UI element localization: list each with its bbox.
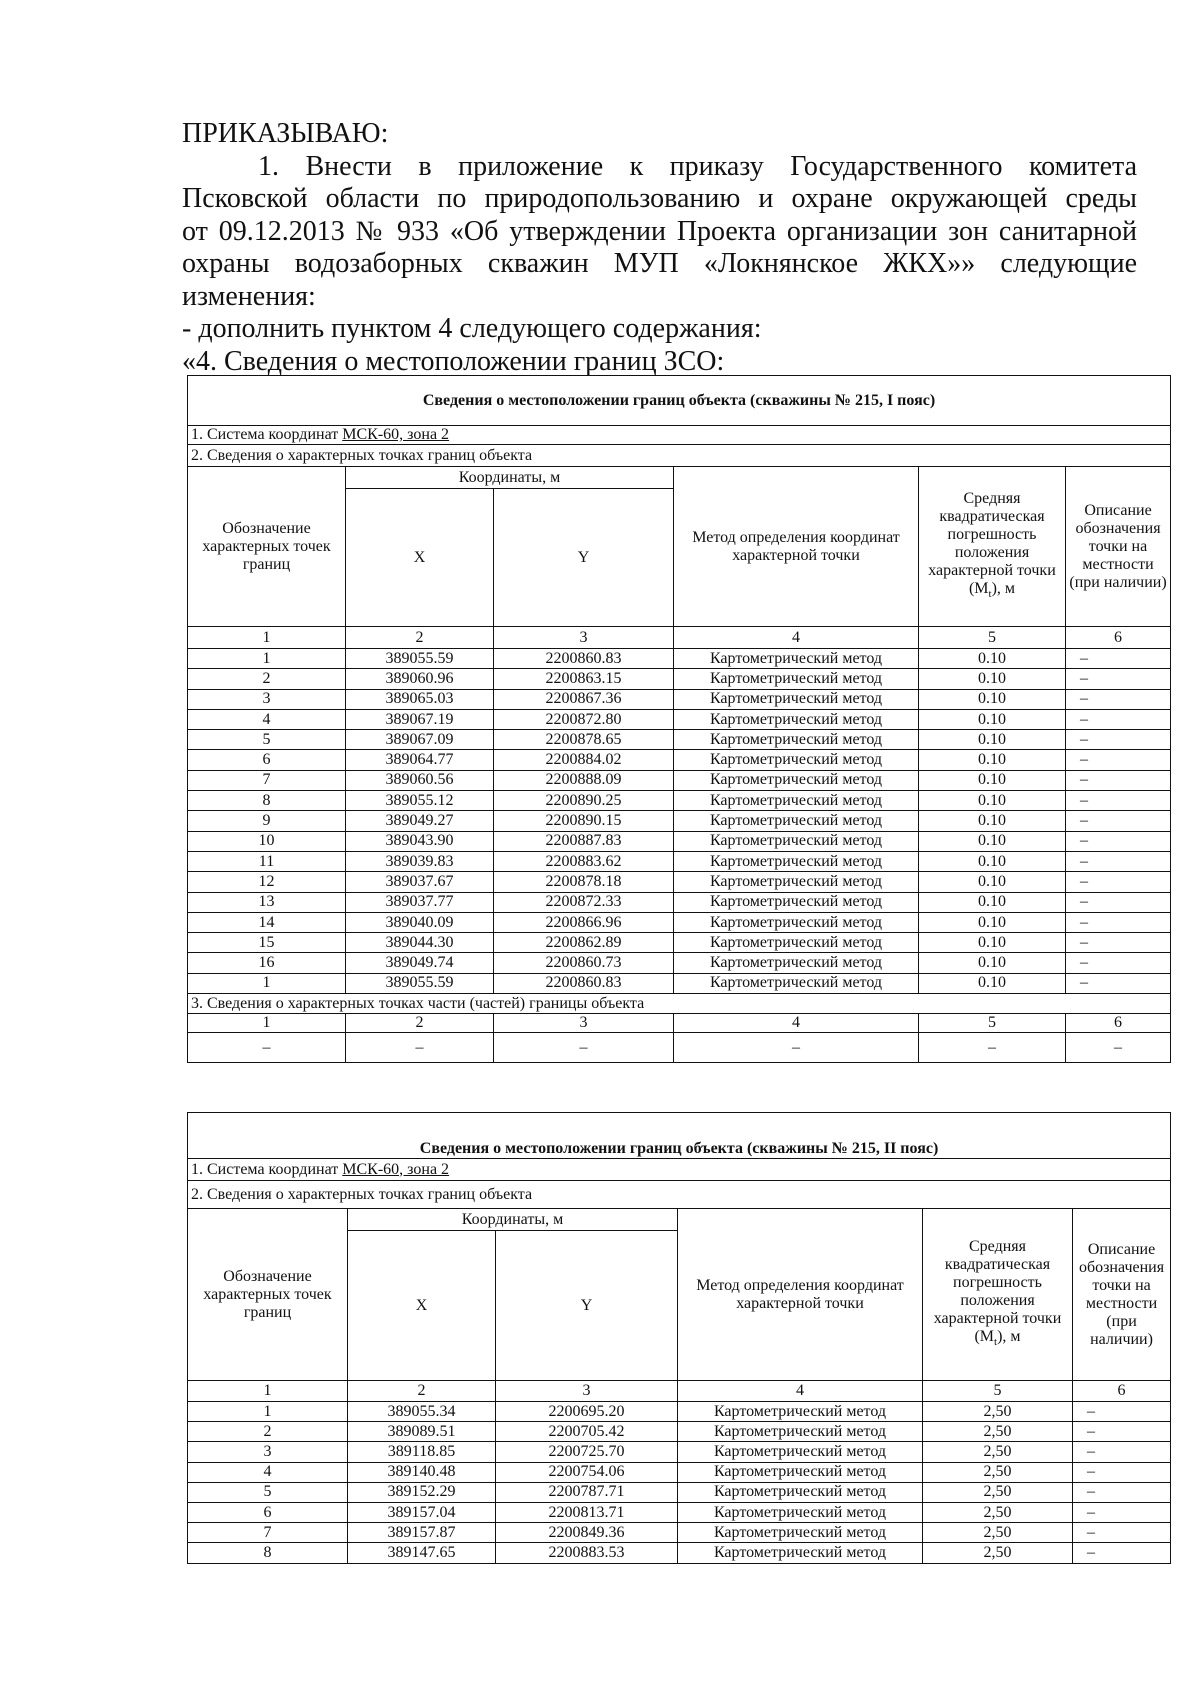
cell-x-coordinate: 389055.59 [346,973,494,993]
cell-error: 2,50 [923,1502,1073,1522]
cell-error: 0.10 [919,709,1066,729]
cell-point-number: 4 [188,709,346,729]
cell-x-coordinate: 389152.29 [348,1482,496,1502]
cell-error: 0.10 [919,730,1066,750]
item1-line-5: изменения: [182,280,316,312]
cell-error: 0.10 [919,872,1066,892]
cell-y-coordinate: 2200883.62 [494,851,674,871]
cell-method: Картометрический метод [678,1442,923,1462]
order-heading: ПРИКАЗЫВАЮ: [182,118,389,149]
cell-description: – [1066,791,1171,811]
table1-colnum: 1 [188,627,346,649]
item1-line-4: охраны водозаборных скважин МУП «Локнянское ЖКХ»» следующие [182,248,1137,279]
table2-header-x: X [348,1231,496,1381]
cell-y-coordinate: 2200849.36 [496,1523,678,1543]
cell-method: Картометрический метод [678,1482,923,1502]
cell-point-number: 5 [188,1482,348,1502]
cell-x-coordinate: 389140.48 [348,1462,496,1482]
cell-error: 0.10 [919,933,1066,953]
table2-header-description: Описание обозначения точки на местности (при наличии) [1073,1209,1171,1381]
cell-x-coordinate: 389040.09 [346,912,494,932]
table1-parts-colnum: 3 [494,1014,674,1033]
table2-header-method: Метод определения координат характерной точки [678,1209,923,1381]
cell-description: – [1073,1482,1171,1502]
table-row [188,1523,1171,1543]
cell-description: – [1066,831,1171,851]
cell-x-coordinate: 389037.77 [346,892,494,912]
table2-colnum: 6 [1073,1381,1171,1402]
cell-description: – [1066,912,1171,932]
cell-method: Картометрический метод [678,1523,923,1543]
cell-error: 0.10 [919,973,1066,993]
table1-header-y: Y [494,489,674,627]
cell-description: – [1073,1402,1171,1422]
cell-y-coordinate: 2200878.65 [494,730,674,750]
cell-error: 0.10 [919,770,1066,790]
table2-header-coords: Координаты, м [348,1209,678,1231]
cell-point-number: 13 [188,892,346,912]
table1-parts-colnum: 5 [919,1014,1066,1033]
table2-colnum: 4 [678,1381,923,1402]
table1-parts-empty: – [188,1033,346,1063]
cell-y-coordinate: 2200888.09 [494,770,674,790]
cell-x-coordinate: 389089.51 [348,1422,496,1442]
cell-error: 0.10 [919,912,1066,932]
table1-colnum: 2 [346,627,494,649]
cell-point-number: 6 [188,750,346,770]
cell-point-number: 1 [188,1402,348,1422]
cell-description: – [1066,953,1171,973]
table1-header-x: X [346,489,494,627]
cell-x-coordinate: 389065.03 [346,689,494,709]
cell-method: Картометрический метод [674,709,919,729]
cell-description: – [1066,649,1171,669]
cell-method: Картометрический метод [674,973,919,993]
cell-point-number: 2 [188,669,346,689]
table2-coordinate-system [188,1159,1171,1181]
cell-description: – [1066,709,1171,729]
cell-error: 0.10 [919,649,1066,669]
item1-line-3: от 09.12.2013 № 933 «Об утверждении Проекта организации зон санитарной [182,215,1137,247]
table1-parts-colnum: 2 [346,1014,494,1033]
table2-colnum: 1 [188,1381,348,1402]
table-row [188,1422,1171,1442]
cell-point-number: 8 [188,791,346,811]
cell-method: Картометрический метод [674,770,919,790]
cell-point-number: 7 [188,1523,348,1543]
cell-method: Картометрический метод [674,912,919,932]
cell-method: Картометрический метод [674,872,919,892]
table1-header-error: Средняя квадратическая погрешность положения характерной точки $(M_t)$, м [919,467,1066,627]
table1-title: Сведения о местоположении границ объекта (скважины № 215, I пояс) [188,376,1171,426]
table-row [188,649,1171,669]
boundary-table-belt-1 [187,375,1171,1063]
cell-method: Картометрический метод [674,933,919,953]
cell-x-coordinate: 389037.67 [346,872,494,892]
cell-y-coordinate: 2200887.83 [494,831,674,851]
cell-point-number: 7 [188,770,346,790]
item1-line-2: Псковской области по природопользованию и охране окружающей среды [182,183,1137,214]
table-row [188,750,1171,770]
cell-y-coordinate: 2200862.89 [494,933,674,953]
cell-method: Картометрический метод [678,1543,923,1563]
table1-parts-section: 3. Сведения о характерных точках части (частей) границы объекта [188,994,1171,1014]
cell-y-coordinate: 2200890.15 [494,811,674,831]
cell-point-number: 2 [188,1422,348,1442]
cell-method: Картометрический метод [678,1422,923,1442]
cell-description: – [1066,851,1171,871]
cell-y-coordinate: 2200890.25 [494,791,674,811]
cell-x-coordinate: 389044.30 [346,933,494,953]
cell-method: Картометрический метод [674,791,919,811]
cell-point-number: 8 [188,1543,348,1563]
cell-y-coordinate: 2200872.33 [494,892,674,912]
cell-y-coordinate: 2200705.42 [496,1422,678,1442]
table2-system-prefix: 1. Система координат [191,1160,343,1178]
table1-header-method: Метод определения координат характерной точки [674,467,919,627]
table1-header-coords: Координаты, м [346,467,674,489]
table2-system-value: МСК-60, зона 2 [342,1160,450,1178]
table1-parts-colnum: 4 [674,1014,919,1033]
cell-y-coordinate: 2200860.83 [494,973,674,993]
table1-parts-empty: – [346,1033,494,1063]
cell-description: – [1066,872,1171,892]
table-row [188,1502,1171,1522]
cell-point-number: 11 [188,851,346,871]
cell-method: Картометрический метод [674,953,919,973]
cell-x-coordinate: 389067.19 [346,709,494,729]
item2-text: - дополнить пунктом 4 следующего содержания: [182,313,762,344]
cell-description: – [1066,730,1171,750]
cell-x-coordinate: 389049.27 [346,811,494,831]
cell-method: Картометрический метод [674,811,919,831]
cell-method: Картометрический метод [674,831,919,851]
table-row [188,770,1171,790]
cell-method: Картометрический метод [674,851,919,871]
cell-method: Картометрический метод [674,669,919,689]
table1-parts-colnum: 1 [188,1014,346,1033]
cell-point-number: 12 [188,872,346,892]
cell-description: – [1066,973,1171,993]
cell-error: 0.10 [919,953,1066,973]
table-row [188,730,1171,750]
cell-method: Картометрический метод [678,1462,923,1482]
cell-error: 2,50 [923,1422,1073,1442]
cell-y-coordinate: 2200860.73 [494,953,674,973]
table-row [188,811,1171,831]
cell-y-coordinate: 2200787.71 [496,1482,678,1502]
cell-point-number: 14 [188,912,346,932]
cell-point-number: 10 [188,831,346,851]
cell-description: – [1066,750,1171,770]
boundary-table-belt-2 [187,1112,1171,1564]
cell-x-coordinate: 389064.77 [346,750,494,770]
cell-x-coordinate: 389049.74 [346,953,494,973]
cell-description: – [1073,1422,1171,1442]
cell-point-number: 16 [188,953,346,973]
cell-x-coordinate: 389055.59 [346,649,494,669]
cell-description: – [1066,669,1171,689]
cell-point-number: 3 [188,1442,348,1462]
cell-point-number: 1 [188,973,346,993]
cell-description: – [1073,1442,1171,1462]
cell-x-coordinate: 389043.90 [346,831,494,851]
cell-x-coordinate: 389055.12 [346,791,494,811]
table-row [188,1402,1171,1422]
table1-system-value: МСК-60, зона 2 [342,426,450,443]
cell-description: – [1066,892,1171,912]
cell-error: 0.10 [919,689,1066,709]
table1-header-designation: Обозначение характерных точек границ [188,467,346,627]
cell-x-coordinate: 389157.87 [348,1523,496,1543]
table1-parts-empty: – [494,1033,674,1063]
cell-description: – [1073,1502,1171,1522]
table2-colnum: 3 [496,1381,678,1402]
table-row [188,933,1171,953]
cell-method: Картометрический метод [674,689,919,709]
table1-colnum: 3 [494,627,674,649]
cell-method: Картометрический метод [678,1402,923,1422]
table-row [188,1442,1171,1462]
cell-point-number: 15 [188,933,346,953]
table1-parts-empty: – [674,1033,919,1063]
table1-points-section: 2. Сведения о характерных точках границ объекта [188,445,1171,467]
table2-points-section: 2. Сведения о характерных точках границ объекта [188,1181,1171,1209]
item1-line-1: 1. Внести в приложение к приказу Государственного комитета [258,150,1137,182]
cell-error: 2,50 [923,1543,1073,1563]
cell-error: 0.10 [919,669,1066,689]
table2-title: Сведения о местоположении границ объекта (скважины № 215, II пояс) [188,1113,1171,1159]
cell-description: – [1066,770,1171,790]
cell-error: 2,50 [923,1523,1073,1543]
table-row [188,1482,1171,1502]
cell-error: 0.10 [919,811,1066,831]
cell-error: 0.10 [919,892,1066,912]
cell-error: 0.10 [919,750,1066,770]
table2-header-designation: Обозначение характерных точек границ [188,1209,348,1381]
cell-x-coordinate: 389060.96 [346,669,494,689]
cell-error: 2,50 [923,1442,1073,1462]
cell-error: 2,50 [923,1462,1073,1482]
table-row [188,1462,1171,1482]
cell-y-coordinate: 2200863.15 [494,669,674,689]
cell-y-coordinate: 2200867.36 [494,689,674,709]
table-row [188,791,1171,811]
cell-x-coordinate: 389055.34 [348,1402,496,1422]
cell-y-coordinate: 2200725.70 [496,1442,678,1462]
cell-description: – [1066,689,1171,709]
table1-parts-colnum: 6 [1066,1014,1171,1033]
cell-y-coordinate: 2200884.02 [494,750,674,770]
cell-x-coordinate: 389067.09 [346,730,494,750]
table-row [188,973,1171,993]
cell-point-number: 6 [188,1502,348,1522]
table1-parts-empty: – [1066,1033,1171,1063]
cell-x-coordinate: 389039.83 [346,851,494,871]
table-row [188,1543,1171,1563]
cell-method: Картометрический метод [674,750,919,770]
table-row [188,709,1171,729]
cell-y-coordinate: 2200813.71 [496,1502,678,1522]
cell-y-coordinate: 2200754.06 [496,1462,678,1482]
cell-method: Картометрический метод [674,730,919,750]
cell-x-coordinate: 389157.04 [348,1502,496,1522]
cell-point-number: 9 [188,811,346,831]
cell-description: – [1073,1543,1171,1563]
cell-error: 0.10 [919,791,1066,811]
table-row [188,872,1171,892]
cell-description: – [1066,933,1171,953]
table1-coordinate-system [188,426,1171,445]
cell-method: Картометрический метод [678,1502,923,1522]
cell-description: – [1073,1523,1171,1543]
cell-method: Картометрический метод [674,649,919,669]
table1-colnum: 5 [919,627,1066,649]
table2-colnum: 5 [923,1381,1073,1402]
cell-y-coordinate: 2200860.83 [494,649,674,669]
cell-x-coordinate: 389147.65 [348,1543,496,1563]
table1-system-prefix: 1. Система координат [191,426,343,443]
table1-colnum: 4 [674,627,919,649]
order-text [182,118,1137,378]
cell-x-coordinate: 389118.85 [348,1442,496,1462]
table-row [188,892,1171,912]
item3-text: «4. Сведения о местоположении границ ЗСО: [182,345,725,377]
cell-method: Картометрический метод [674,892,919,912]
table-row [188,912,1171,932]
cell-y-coordinate: 2200883.53 [496,1543,678,1563]
table2-header-error: Средняя квадратическая погрешность положения характерной точки $(M_t)$, м [923,1209,1073,1381]
cell-point-number: 5 [188,730,346,750]
table-row [188,669,1171,689]
table2-header-y: Y [496,1231,678,1381]
cell-error: 0.10 [919,851,1066,871]
cell-point-number: 4 [188,1462,348,1482]
table-row [188,831,1171,851]
cell-error: 2,50 [923,1482,1073,1502]
table1-parts-empty: – [919,1033,1066,1063]
cell-description: – [1066,811,1171,831]
table-row [188,851,1171,871]
cell-y-coordinate: 2200695.20 [496,1402,678,1422]
cell-y-coordinate: 2200872.80 [494,709,674,729]
table1-colnum: 6 [1066,627,1171,649]
table-row [188,953,1171,973]
cell-x-coordinate: 389060.56 [346,770,494,790]
table-row [188,689,1171,709]
cell-point-number: 1 [188,649,346,669]
table2-colnum: 2 [348,1381,496,1402]
cell-description: – [1073,1462,1171,1482]
cell-y-coordinate: 2200866.96 [494,912,674,932]
cell-point-number: 3 [188,689,346,709]
table1-header-description: Описание обозначения точки на местности (при наличии) [1066,467,1171,627]
cell-error: 2,50 [923,1402,1073,1422]
cell-error: 0.10 [919,831,1066,851]
cell-y-coordinate: 2200878.18 [494,872,674,892]
